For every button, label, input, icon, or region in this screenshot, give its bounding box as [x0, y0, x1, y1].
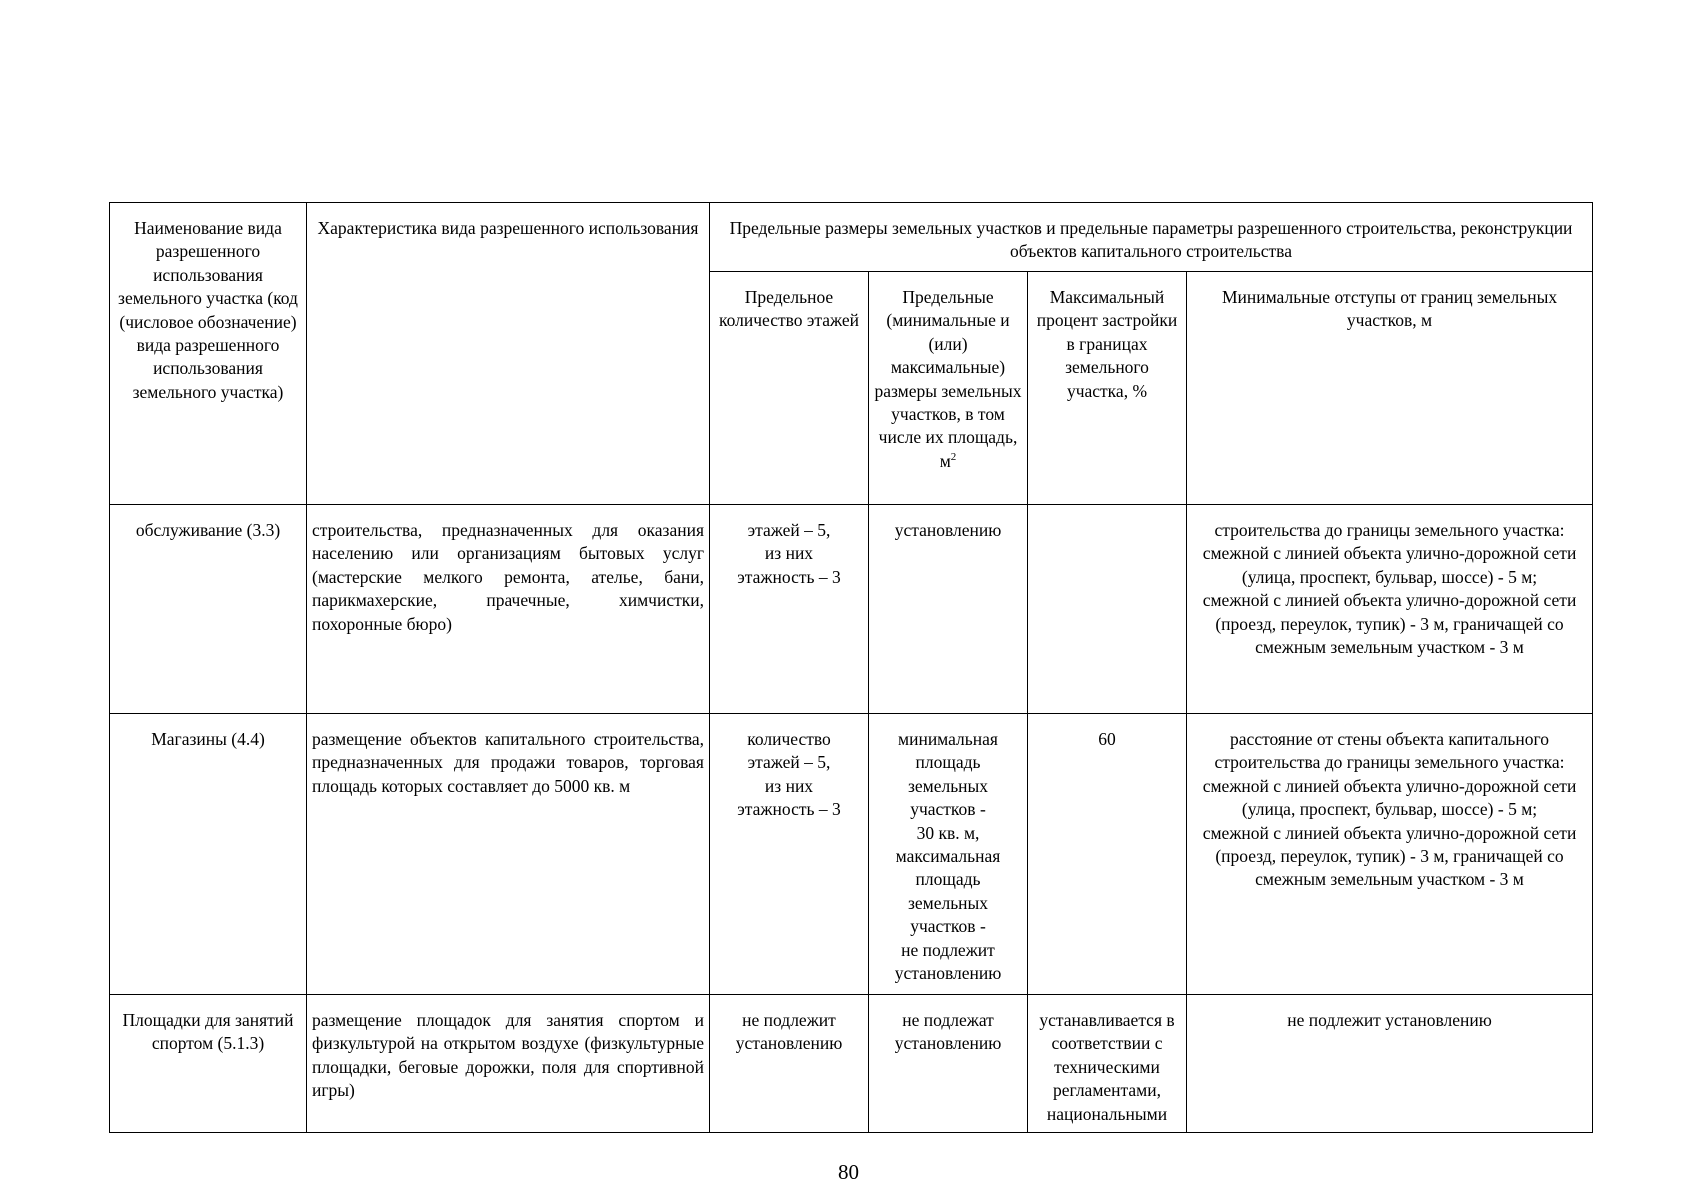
header-cell-limits: Предельные размеры земельных участков и предельные параметры разрешенного строительства, реконструкции объектов капитального строительства: [710, 203, 1593, 272]
row-description-cell: размещение площадок для занятия спортом и физкультурой на открытом воздухе (физкультурные площадки, беговые дорожки, поля для спортивной игры): [307, 995, 710, 1133]
row-name-cell: обслуживание (3.3): [110, 505, 307, 714]
row-area-cell: минимальная площадь земельных участков - 30 кв. м, максимальная площадь земельных участков - не подлежит установлению: [869, 714, 1028, 995]
header-cell-description: Характеристика вида разрешенного использования: [307, 203, 710, 505]
page-number: 80: [838, 1160, 859, 1184]
table-row: [110, 995, 1593, 1133]
table-row: [110, 714, 1593, 995]
row-percent-cell: устанавливается в соответствии с техническими регламентами, национальными: [1028, 995, 1187, 1133]
header-area-text: Предельные (минимальные и (или) максимальные) размеры земельных участков, в том числе их площадь, м: [874, 287, 1022, 471]
header-cell-floors: Предельное количество этажей: [710, 272, 869, 505]
header-cell-setback: Минимальные отступы от границ земельных участков, м: [1187, 272, 1593, 505]
row-name-cell: Магазины (4.4): [110, 714, 307, 995]
table-row: [110, 505, 1593, 714]
header-cell-percent: Максимальный процент застройки в границах земельного участка, %: [1028, 272, 1187, 505]
header-cell-area: [869, 272, 1028, 505]
row-area-cell: установлению: [869, 505, 1028, 714]
header-row: [110, 203, 1593, 272]
header-area-superscript: 2: [950, 451, 957, 464]
regulations-table: [109, 202, 1593, 1133]
row-description-cell: размещение объектов капитального строительства, предназначенных для продажи товаров, торговая площадь которых составляет до 5000 кв. м: [307, 714, 710, 995]
row-setback-cell: не подлежит установлению: [1187, 995, 1593, 1133]
row-name-cell: Площадки для занятий спортом (5.1.3): [110, 995, 307, 1133]
row-floors-cell: количество этажей – 5, из них этажность – 3: [710, 714, 869, 995]
row-setback-cell: строительства до границы земельного участка: смежной с линией объекта улично-дорожной сети (улица, проспект, бульвар, шоссе) - 5 м; смежной с линией объекта улично-дорожной сети (проезд, переулок, тупик) - 3 м, граничащей со смежным земельным участком - 3 м: [1187, 505, 1593, 714]
row-setback-cell: расстояние от стены объекта капитального строительства до границы земельного участка: смежной с линией объекта улично-дорожной сети (улица, проспект, бульвар, шоссе) - 5 м; смежной с линией объекта улично-дорожной сети (проезд, переулок, тупик) - 3 м, граничащей со смежным земельным участком - 3 м: [1187, 714, 1593, 995]
row-floors-cell: этажей – 5, из них этажность – 3: [710, 505, 869, 714]
row-percent-cell: 60: [1028, 714, 1187, 995]
row-area-cell: не подлежат установлению: [869, 995, 1028, 1133]
row-percent-cell: [1028, 505, 1187, 714]
row-description-cell: строительства, предназначенных для оказания населению или организациям бытовых услуг (мастерские мелкого ремонта, ателье, бани, парикмахерские, прачечные, химчистки, похоронные бюро): [307, 505, 710, 714]
row-floors-cell: не подлежит установлению: [710, 995, 869, 1133]
header-cell-name: Наименование вида разрешенного использования земельного участка (код (числовое обозначение) вида разрешенного использования земельного участка): [110, 203, 307, 505]
